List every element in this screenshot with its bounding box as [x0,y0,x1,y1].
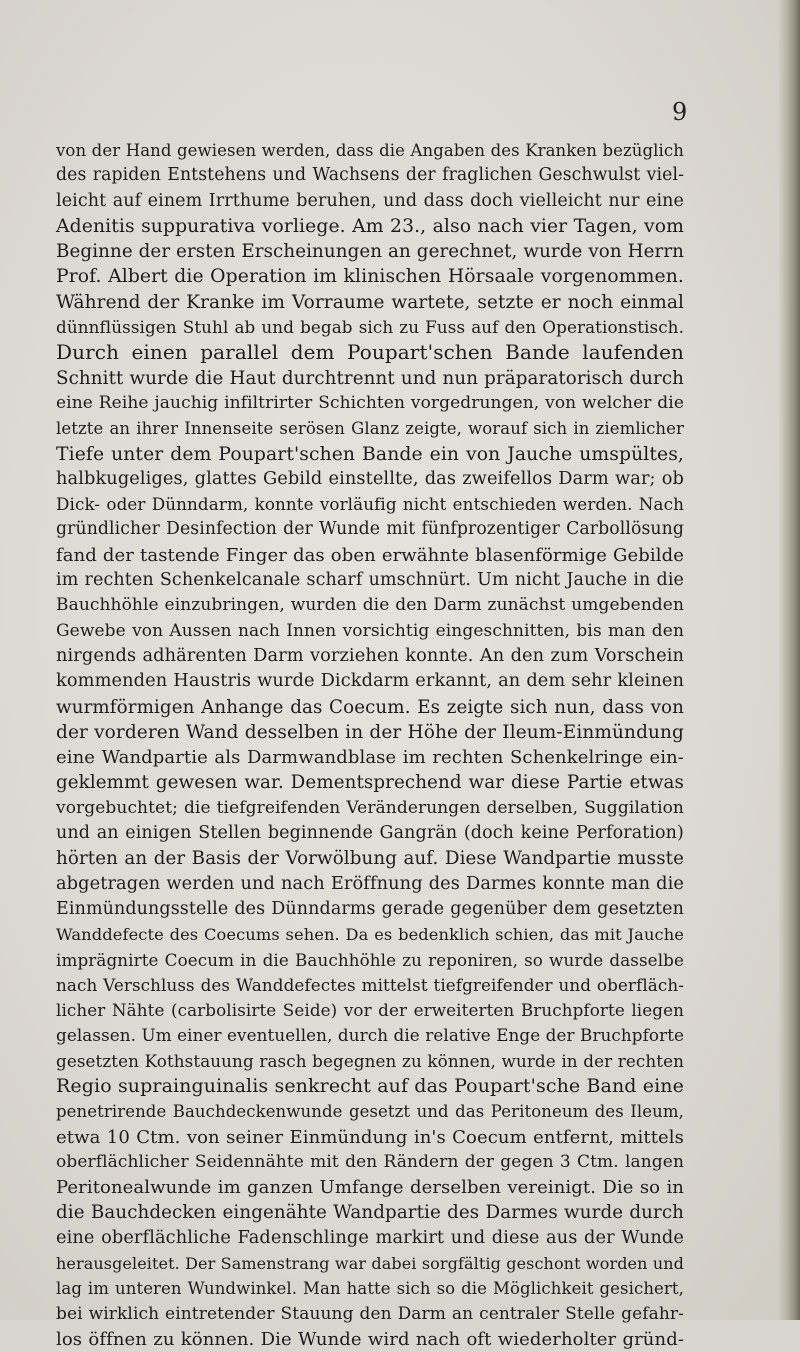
text-line: etwa 10 Ctm. von seiner Einmündung in's Coecum entfernt, mittels [56,1126,684,1148]
text-line: lag im unteren Wundwinkel. Man hatte sich so die Möglichkeit gesichert, [56,1279,684,1299]
text-line: halbkugeliges, glattes Gebild einstellte, das zweifellos Darm war; ob [56,468,684,489]
text-line: Während der Kranke im Vorraume wartete, setzte er noch einmal [56,291,684,313]
text-line: gelassen. Um einer eventuellen, durch die relative Enge der Bruchpforte [56,1025,685,1046]
text-line: abgetragen werden und nach Eröffnung des Darmes konnte man die [56,873,684,894]
text-line: eine Wandpartie als Darmwandblase im rechten Schenkelringe ein- [56,747,684,769]
text-line: los öffnen zu können. Die Wunde wird nach oft wiederholter gründ- [56,1328,684,1350]
text-line: Dick- oder Dünndarm, konnte vorläufig nicht entschieden werden. Nach [56,494,684,515]
text-line: licher Nähte (carbolisirte Seide) vor der erweiterten Bruchpforte liegen [56,1000,684,1021]
text-line: Tiefe unter dem Poupart'schen Bande ein von Jauche umspültes, [56,443,684,465]
text-line: Regio suprainguinalis senkrecht auf das Poupart'sche Band eine [56,1074,684,1097]
text-line: Beginne der ersten Erscheinungen an gerechnet, wurde von Herrn [56,241,685,263]
text-line: letzte an ihrer Innenseite serösen Glanz zeigte, worauf sich in ziemlicher [56,419,684,439]
text-line: Bauchhöhle einzubringen, wurden die den Darm zunächst umgebenden [56,595,684,616]
text-line: gesetzten Kothstauung rasch begegnen zu können, wurde in der rechten [56,1050,684,1071]
text-line: Adenitis suppurativa vorliege. Am 23., also nach vier Tagen, vom [56,215,684,237]
page-edge-shadow [778,0,800,1320]
text-line: nirgends adhärenten Darm vorziehen konnte. An den zum Vorschein [56,645,684,666]
text-line: die Bauchdecken eingenähte Wandpartie des Darmes wurde durch [56,1202,684,1224]
text-line: nach Verschluss des Wanddefectes mittelst tiefgreifender und oberfläch- [56,974,684,995]
text-line: Peritonealwunde im ganzen Umfange derselben vereinigt. Die so in [56,1177,684,1199]
text-line: gründlicher Desinfection der Wunde mit fünfprozentiger Carbollösung [56,519,684,540]
text-line: hörten an der Basis der Vorwölbung auf. Diese Wandpartie musste [56,848,684,870]
text-line: Schnitt wurde die Haut durchtrennt und nun präparatorisch durch [56,367,684,389]
text-line: herausgeleitet. Der Samenstrang war dabei sorgfältig geschont worden und [56,1254,684,1274]
text-line: der vorderen Wand desselben in der Höhe der Ileum-Einmündung [56,721,684,743]
body-text [56,138,684,1352]
text-line: bei wirklich eintretender Stauung den Darm an centraler Stelle gefahr- [56,1303,684,1324]
text-line: Einmündungsstelle des Dünndarms gerade gegenüber dem gesetzten [56,898,684,919]
text-line: dünnflüssigen Stuhl ab und begab sich zu Fuss auf den Operationstisch. [56,317,684,338]
text-line: Gewebe von Aussen nach Innen vorsichtig eingeschnitten, bis man den [56,620,684,641]
text-line: fand der tastende Finger das oben erwähnte blasenförmige Gebilde [56,544,684,566]
text-line: geklemmt gewesen war. Dementsprechend war diese Partie etwas [56,772,684,794]
text-line: leicht auf einem Irrthume beruhen, und dass doch vielleicht nur eine [56,190,684,211]
text-line: eine Reihe jauchig infiltrirter Schichten vorgedrungen, von welcher die [56,392,684,413]
text-line: des rapiden Entstehens und Wachsens der fraglichen Geschwulst viel- [56,165,684,186]
text-line: Wanddefecte des Coecums sehen. Da es bedenklich schien, das mit Jauche [56,925,684,945]
text-line: oberflächlicher Seidennähte mit den Rändern der gegen 3 Ctm. langen [56,1151,684,1172]
text-line: kommenden Haustris wurde Dickdarm erkannt, an dem sehr kleinen [56,671,684,692]
text-line: penetrirende Bauchdeckenwunde gesetzt und das Peritoneum des Ileum, [56,1102,684,1122]
text-line: von der Hand gewiesen werden, dass die Angaben des Kranken bezüglich [56,141,684,160]
text-line: und an einigen Stellen beginnende Gangrän (doch keine Perforation) [56,823,684,844]
page-number: 9 [672,98,688,126]
text-line: Durch einen parallel dem Poupart'schen Bande laufenden [56,340,684,365]
text-line: imprägnirte Coecum in die Bauchhöhle zu reponiren, so wurde dasselbe [56,949,684,970]
text-line: im rechten Schenkelcanale scharf umschnürt. Um nicht Jauche in die [56,570,684,591]
text-line: Prof. Albert die Operation im klinischen Hörsaale vorgenommen. [56,266,684,288]
text-line: vorgebuchtet; die tiefgreifenden Veränderungen derselben, Suggilation [56,797,684,818]
text-line: eine oberflächliche Fadenschlinge markirt und diese aus der Wunde [56,1227,684,1248]
text-line: wurmförmigen Anhange das Coecum. Es zeigte sich nun, dass von [56,696,684,718]
